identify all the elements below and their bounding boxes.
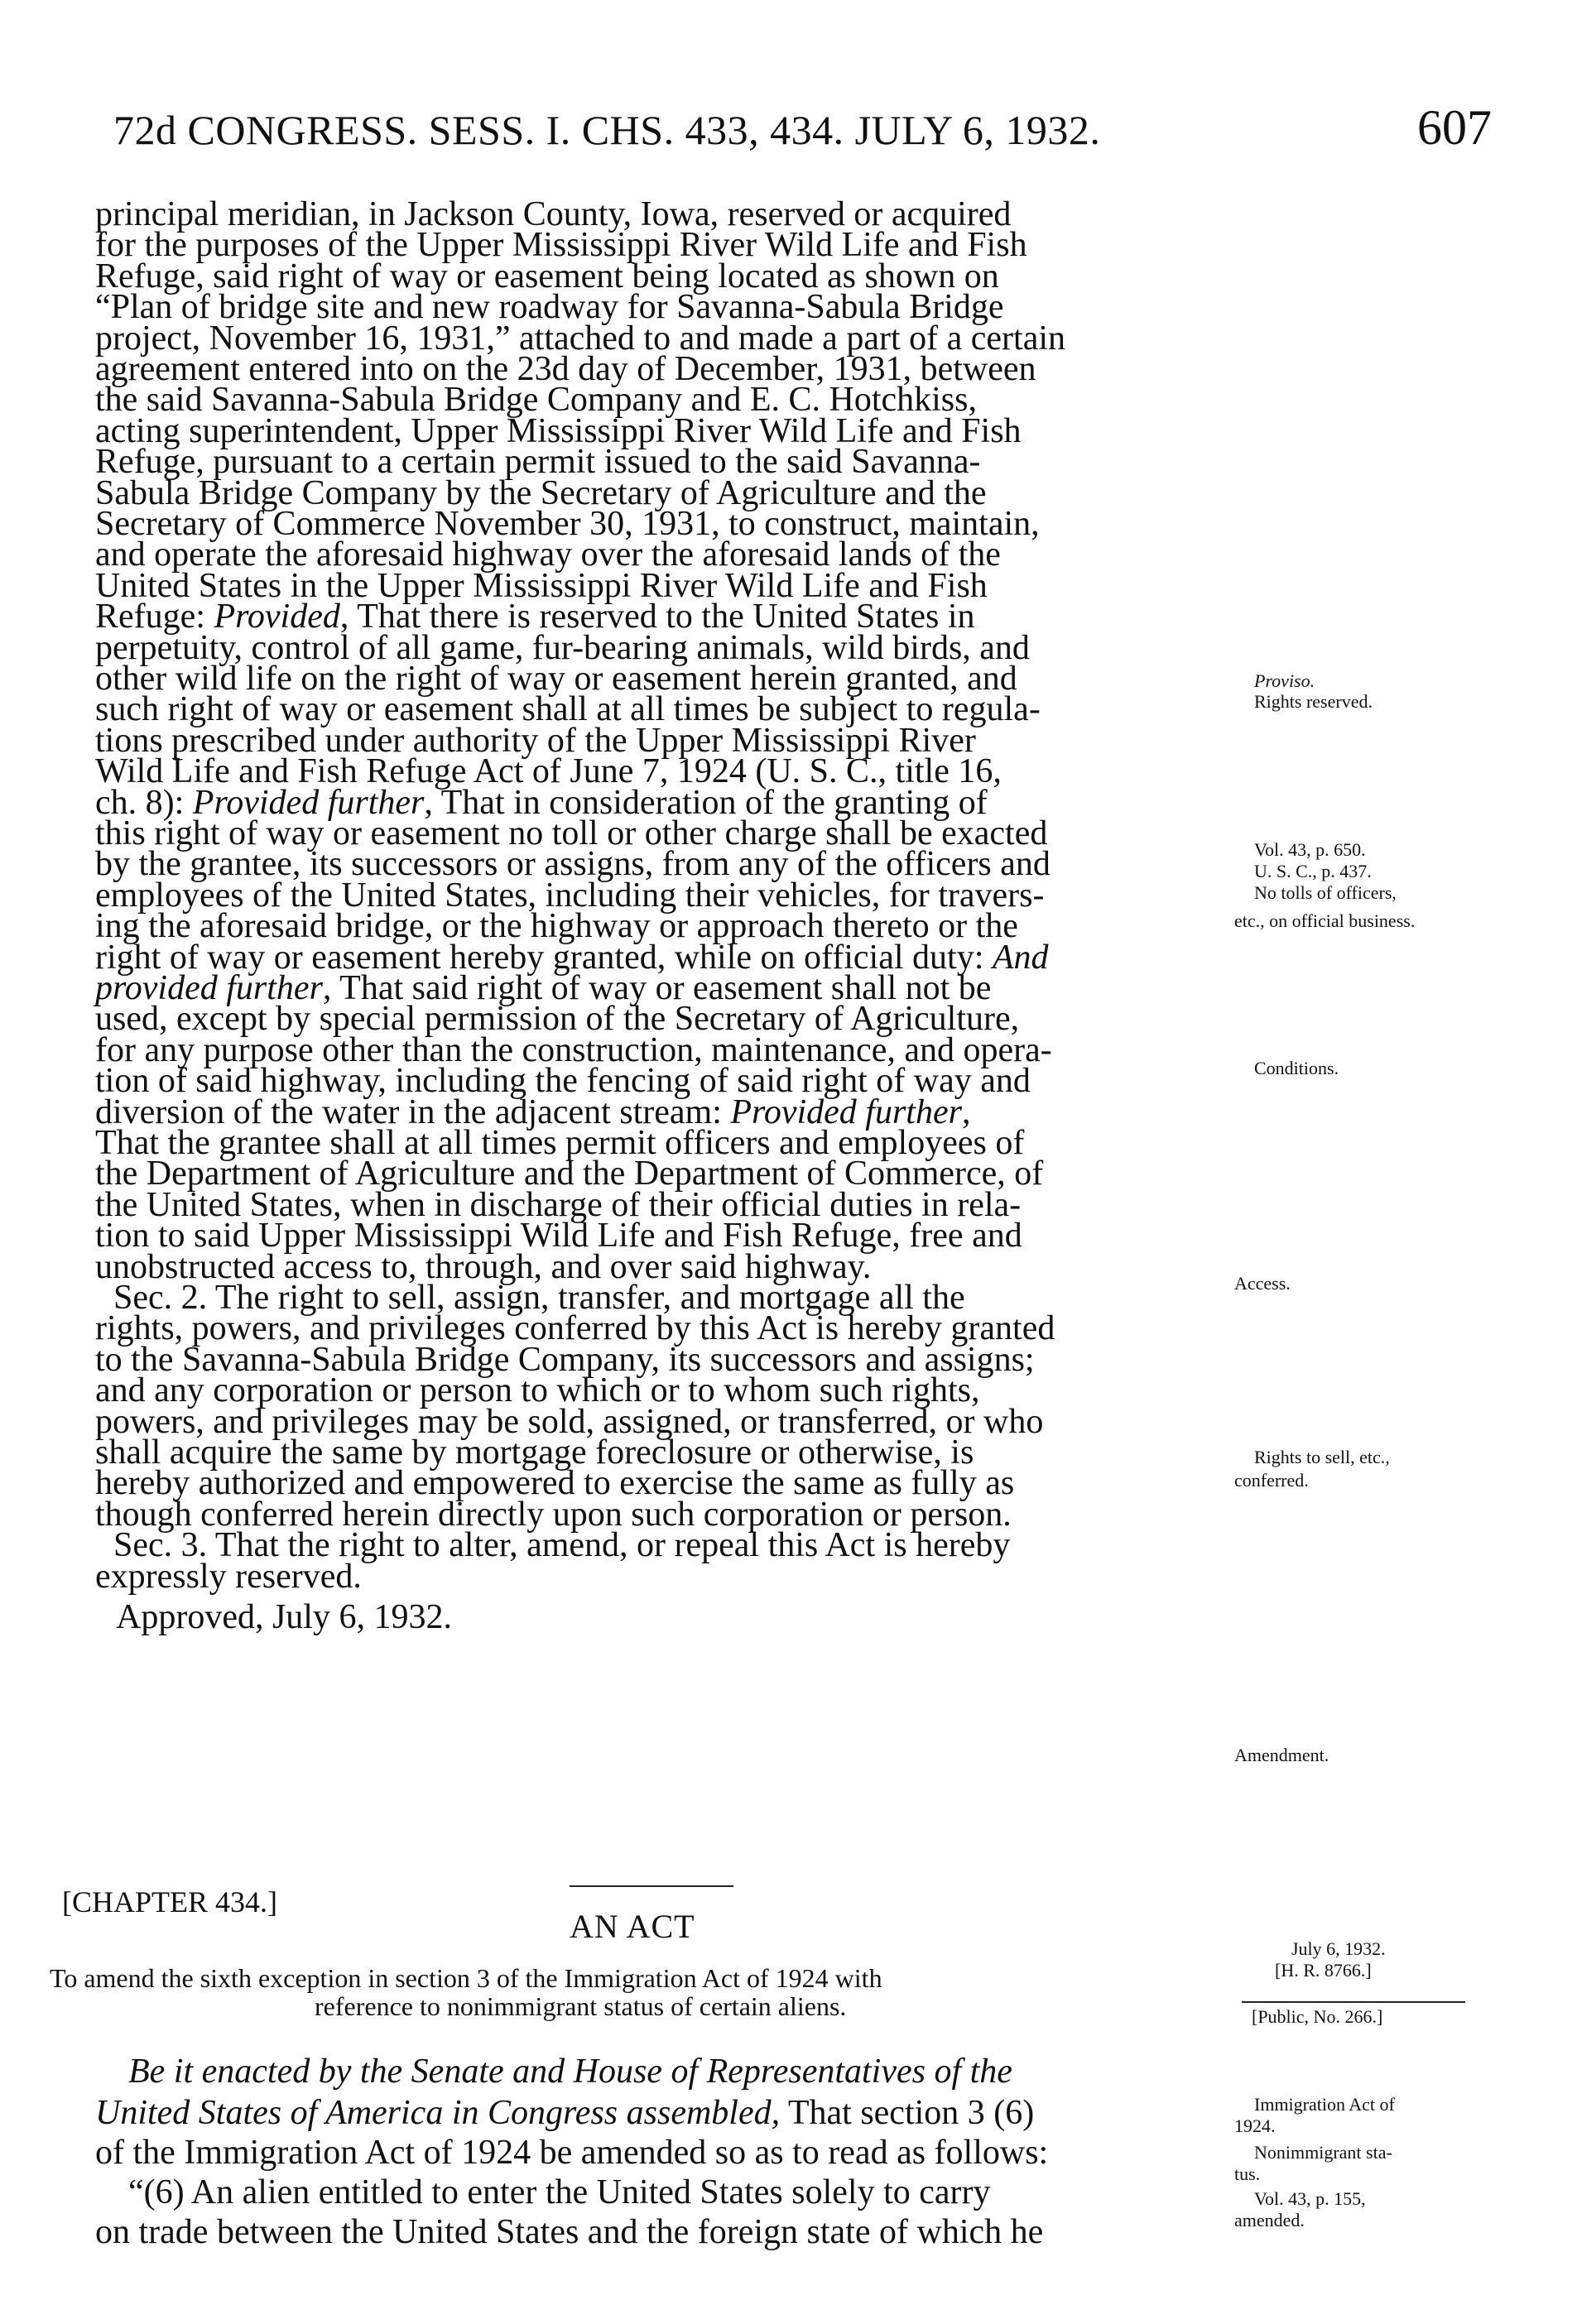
margin-note-nonimmigrant: Nonimmigrant sta- (1254, 2142, 1392, 2163)
body-line: Approved, July 6, 1932. (116, 1598, 452, 1636)
body-line: Sec. 3. That the right to alter, amend, or repeal this Act is hereby (113, 1526, 1011, 1565)
margin-note-vol-ref: Vol. 43, p. 650. (1254, 839, 1366, 860)
body-line: rights, powers, and privileges conferred by this Act is hereby granted (95, 1309, 1055, 1348)
margin-note-no-tolls: No tolls of officers, (1254, 882, 1397, 903)
body-line: Secretary of Commerce November 30, 1931, to construct, maintain, (95, 505, 1040, 543)
margin-note-immigration: Immigration Act of (1254, 2094, 1395, 2115)
body-line: such right of way or easement shall at all times be subject to regula- (95, 690, 1041, 729)
side-date: July 6, 1932. (1291, 1938, 1386, 1959)
act-title: AN ACT (570, 1908, 695, 1945)
enacting-clause-line-4: “(6) An alien entitled to enter the United States solely to carry (128, 2173, 991, 2211)
running-header: 72d CONGRESS. SESS. I. CHS. 433, 434. JULY 6, 1932. (113, 107, 1101, 153)
margin-note-proviso: Proviso. (1254, 670, 1315, 691)
body-line: ch. 8): Provided further, That in consideration of the granting of (95, 783, 988, 822)
body-line: used, except by special permission of the Secretary of Agriculture, (95, 1000, 1020, 1039)
body-line: powers, and privileges may be sold, assigned, or transferred, or who (95, 1402, 1044, 1441)
body-line: this right of way or easement no toll or other charge shall be exacted (95, 814, 1048, 852)
margin-note-rights-reserved: Rights reserved. (1254, 691, 1373, 712)
body-line: That the grantee shall at all times permit officers and employees of (95, 1124, 1025, 1162)
margin-note-vol43: Vol. 43, p. 155, (1254, 2188, 1366, 2209)
body-line: the said Savanna-Sabula Bridge Company and E. C. Hotchkiss, (95, 381, 977, 420)
enacting-clause-line-1: Be it enacted by the Senate and House of Representatives of the (128, 2053, 1012, 2091)
body-line: tion to said Upper Mississippi Wild Life and Fish Refuge, free and (95, 1217, 1022, 1256)
margin-note-amendment: Amendment. (1234, 1745, 1329, 1765)
enacting-clause-line-2: United States of America in Congress assembled, That section 3 (6) (95, 2094, 1035, 2132)
side-rule (1242, 2001, 1465, 2003)
margin-note-amended: amended. (1234, 2210, 1305, 2230)
body-line: and operate the aforesaid highway over the aforesaid lands of the (95, 535, 1001, 574)
margin-note-conditions: Conditions. (1254, 1058, 1339, 1078)
margin-note-no-tolls-2: etc., on official business. (1234, 910, 1416, 931)
body-line: by the grantee, its successors or assigns, from any of the officers and (95, 845, 1051, 884)
body-line: “Plan of bridge site and new roadway for Savanna-Sabula Bridge (95, 288, 1004, 327)
body-line: United States in the Upper Mississippi River Wild Life and Fish (95, 566, 988, 605)
body-line: and any corporation or person to which or to whom such rights, (95, 1371, 980, 1410)
margin-note-rights-sell: Rights to sell, etc., (1254, 1447, 1390, 1467)
body-line: agreement entered into on the 23d day of December, 1931, between (95, 350, 1036, 388)
body-line: to the Savanna-Sabula Bridge Company, its successors and assigns; (95, 1340, 1035, 1379)
body-line: unobstructed access to, through, and over said highway. (95, 1247, 872, 1286)
body-line: hereby authorized and empowered to exercise the same as fully as (95, 1464, 1015, 1503)
chapter-label: [CHAPTER 434.] (62, 1885, 277, 1918)
body-line: diversion of the water in the adjacent stream: Provided further, (95, 1092, 971, 1131)
body-line: right of way or easement hereby granted, while on official duty: And (95, 938, 1049, 977)
side-public: [Public, No. 266.] (1252, 2006, 1383, 2027)
body-line: Refuge: Provided, That there is reserved to the United States in (95, 598, 975, 636)
enacting-clause-line-5: on trade between the United States and the foreign state of which he (95, 2213, 1044, 2251)
body-line: tion of said highway, including the fencing of said right of way and (95, 1062, 1031, 1101)
act-description-line-1: To amend the sixth exception in section 3 of the Immigration Act of 1924 with (50, 1963, 882, 1993)
body-line: Sec. 2. The right to sell, assign, transfer, and mortgage all the (113, 1279, 965, 1317)
margin-note-usc-ref: U. S. C., p. 437. (1254, 861, 1372, 881)
margin-note-access: Access. (1234, 1273, 1291, 1294)
body-line: other wild life on the right of way or easement herein granted, and (95, 660, 1017, 698)
body-line: ing the aforesaid bridge, or the highway or approach thereto or the (95, 907, 1018, 946)
body-line: the Department of Agriculture and the Department of Commerce, of (95, 1155, 1044, 1193)
body-line: Refuge, pursuant to a certain permit issued to the said Savanna- (95, 443, 981, 482)
body-line: expressly reserved. (95, 1557, 362, 1596)
body-line: project, November 16, 1931,” attached to and made a part of a certain (95, 319, 1066, 358)
act-description-line-2: reference to nonimmigrant status of certain aliens. (315, 1991, 847, 2021)
margin-note-rights-sell-2: conferred. (1234, 1470, 1309, 1491)
body-line: provided further, That said right of way or easement shall not be (95, 969, 992, 1007)
body-line: principal meridian, in Jackson County, Iowa, reserved or acquired (95, 195, 1012, 233)
body-line: employees of the United States, including their vehicles, for travers- (95, 876, 1045, 915)
body-line: the United States, when in discharge of their official duties in rela- (95, 1185, 1022, 1224)
body-line: tions prescribed under authority of the Upper Mississippi River (95, 721, 976, 760)
section-divider (570, 1885, 733, 1887)
body-line: though conferred herein directly upon such corporation or person. (95, 1495, 1012, 1534)
margin-note-1924: 1924. (1234, 2115, 1276, 2136)
body-line: perpetuity, control of all game, fur-bearing animals, wild birds, and (95, 628, 1030, 667)
margin-note-status: tus. (1234, 2163, 1261, 2184)
body-line: Wild Life and Fish Refuge Act of June 7, 1924 (U. S. C., title 16, (95, 752, 1002, 791)
page-number: 607 (1417, 100, 1492, 155)
side-bill: [H. R. 8766.] (1275, 1960, 1372, 1981)
body-line: shall acquire the same by mortgage foreclosure or otherwise, is (95, 1433, 974, 1472)
body-line: acting superintendent, Upper Mississippi River Wild Life and Fish (95, 411, 1022, 450)
body-line: for any purpose other than the construction, maintenance, and opera- (95, 1030, 1052, 1069)
body-line: Refuge, said right of way or easement being located as shown on (95, 257, 999, 295)
body-line: for the purposes of the Upper Mississippi River Wild Life and Fish (95, 226, 1027, 265)
enacting-clause-line-3: of the Immigration Act of 1924 be amended so as to read as follows: (95, 2134, 1049, 2172)
body-line: Sabula Bridge Company by the Secretary of Agriculture and the (95, 473, 987, 512)
